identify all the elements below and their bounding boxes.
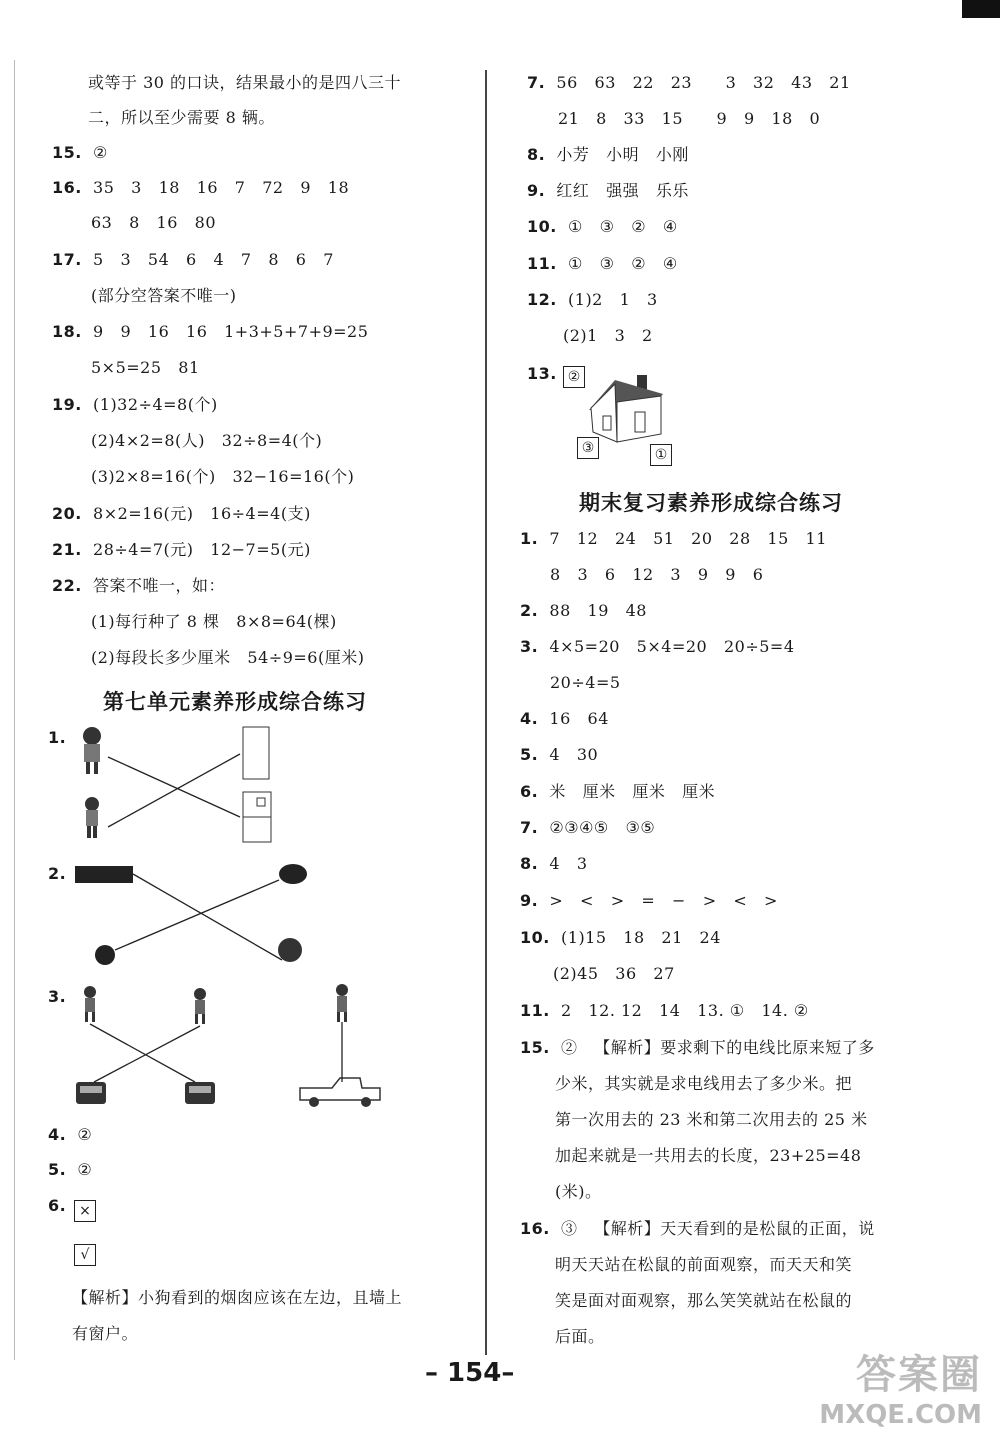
answer-line: 5. ②: [48, 1160, 93, 1179]
answer-line: 明天天站在松鼠的前面观察，而天天和笑: [555, 1255, 853, 1274]
answer-line: 二，所以至少需要 8 辆。: [88, 108, 275, 127]
answer-line: 63 8 16 80: [91, 213, 217, 232]
page-number: – 154–: [425, 1358, 515, 1388]
watermark-logo: [819, 1343, 982, 1430]
answer-line: (2)1 3 2: [563, 326, 653, 345]
girl-side-icon: [85, 797, 99, 838]
answer-line: 10. (1)15 18 21 24: [520, 928, 721, 947]
answer-line: 10. ① ③ ② ④: [527, 217, 678, 236]
answer-line: 9. 红红 强强 乐乐: [527, 181, 689, 200]
answer-line: 或等于 30 的口诀，结果最小的是四八三十: [88, 73, 402, 92]
check-box: √: [74, 1244, 96, 1266]
child-right-icon: [336, 984, 348, 1022]
cross-box: ×: [74, 1200, 96, 1222]
child-left-icon: [84, 986, 96, 1022]
question-number: 3.: [48, 987, 67, 1006]
answer-line: 7. ②③④⑤ ③⑤: [520, 818, 656, 837]
face-bottom-icon: [278, 938, 302, 962]
answer-line: 4. 16 64: [520, 709, 609, 728]
matching-figure-2: [70, 858, 320, 973]
answer-line: 加起来就是一共用去的长度，23+25=48: [555, 1146, 862, 1165]
answer-box: ①: [650, 444, 672, 466]
blackboard-icon: [75, 866, 133, 883]
answer-line: 17. 5 3 54 6 4 7 8 6 7: [52, 250, 334, 269]
answer-box: ③: [577, 437, 599, 459]
matching-figure-1: [70, 722, 290, 847]
corner-mark: [962, 0, 1000, 18]
answer-line: (2)每段长多少厘米 54÷9=6(厘米): [91, 648, 365, 667]
answer-line: 笑是面对面观察，那么笑笑就站在松鼠的: [555, 1291, 853, 1310]
answer-line: (2)4×2=8(人) 32÷8=4(个): [91, 431, 323, 450]
question-number: 6.: [48, 1196, 67, 1215]
left-margin-rule: [14, 60, 15, 1360]
answer-line: 7. 56 63 22 23 3 32 43 21: [527, 73, 851, 92]
girl-front-icon: [83, 727, 101, 774]
answer-line: 21. 28÷4=7(元) 12−7=5(元): [52, 540, 311, 559]
top-bar: [0, 0, 1000, 14]
child-middle-icon: [194, 988, 206, 1024]
matching-figure-3: [70, 982, 390, 1112]
answer-line: 9. > < > = − > < >: [520, 891, 778, 910]
section-title-unit7: 第七单元素养形成综合练习: [103, 690, 367, 714]
answer-line: 18. 9 9 16 16 1+3+5+7+9=25: [52, 322, 369, 341]
house-icon: [585, 372, 670, 450]
answer-line: (部分空答案不唯一): [91, 286, 237, 305]
answer-line: 11. ① ③ ② ④: [527, 254, 678, 273]
answer-line: 1. 7 12 24 51 20 28 15 11: [520, 529, 827, 548]
answer-line: 16. 35 3 18 16 7 72 9 18: [52, 178, 350, 197]
answer-line: (米)。: [555, 1182, 602, 1201]
answer-line: (2)45 36 27: [553, 964, 675, 983]
answer-line: 5×5=25 81: [91, 358, 200, 377]
car-rear-left-icon: [76, 1082, 106, 1104]
answer-line: 20. 8×2=16(元) 16÷4=4(支): [52, 504, 311, 523]
answer-line: 15. ② 【解析】要求剩下的电线比原来短了多: [520, 1038, 875, 1057]
answer-line: 第一次用去的 23 米和第二次用去的 25 米: [555, 1110, 868, 1129]
answer-line: 12. (1)2 1 3: [527, 290, 658, 309]
answer-line: 8 3 6 12 3 9 9 6: [550, 565, 764, 584]
answer-line: 8. 小芳 小明 小刚: [527, 145, 689, 164]
answer-line: 11. 2 12. 12 14 13. ① 14. ②: [520, 1001, 809, 1020]
answer-line: 2. 88 19 48: [520, 601, 647, 620]
fridge-side-icon: [243, 727, 269, 779]
answer-line: 5. 4 30: [520, 745, 599, 764]
analysis-text: 【解析】小狗看到的烟囱应该在左边，且墙上: [72, 1288, 403, 1307]
answer-line: 后面。: [555, 1327, 605, 1346]
section-title-final: 期末复习素养形成综合练习: [579, 491, 843, 515]
answer-line: 15. ②: [52, 143, 108, 162]
answer-line: 16. ③ 【解析】天天看到的是松鼠的正面，说: [520, 1219, 875, 1238]
face-top-icon: [279, 864, 307, 884]
ball-icon: [95, 945, 115, 965]
analysis-text: 有窗户。: [72, 1324, 139, 1343]
question-number: 2.: [48, 864, 67, 883]
fridge-front-icon: [243, 792, 271, 842]
column-divider: [485, 70, 487, 1355]
watermark-text: 答案圈: [856, 1352, 982, 1398]
question-number: 13.: [527, 364, 557, 383]
car-rear-right-icon: [185, 1082, 215, 1104]
watermark-url: MXQE.COM: [819, 1400, 982, 1430]
answer-line: 4. ②: [48, 1125, 93, 1144]
answer-line: 22. 答案不唯一，如：: [52, 576, 226, 595]
answer-line: 少米，其实就是求电线用去了多少米。把: [555, 1074, 853, 1093]
answer-line: (1)每行种了 8 棵 8×8=64(棵): [91, 612, 337, 631]
answer-line: 19. (1)32÷4=8(个): [52, 395, 218, 414]
pickup-truck-icon: [300, 1078, 380, 1107]
answer-line: 21 8 33 15 9 9 18 0: [558, 109, 821, 128]
answer-box: ②: [563, 366, 585, 388]
answer-line: 3. 4×5=20 5×4=20 20÷5=4: [520, 637, 795, 656]
answer-line: 6. 米 厘米 厘米 厘米: [520, 782, 716, 801]
answer-line: 8. 4 3: [520, 854, 588, 873]
answer-line: (3)2×8=16(个) 32−16=16(个): [91, 467, 355, 486]
question-number: 1.: [48, 728, 67, 747]
answer-line: 20÷4=5: [550, 673, 621, 692]
